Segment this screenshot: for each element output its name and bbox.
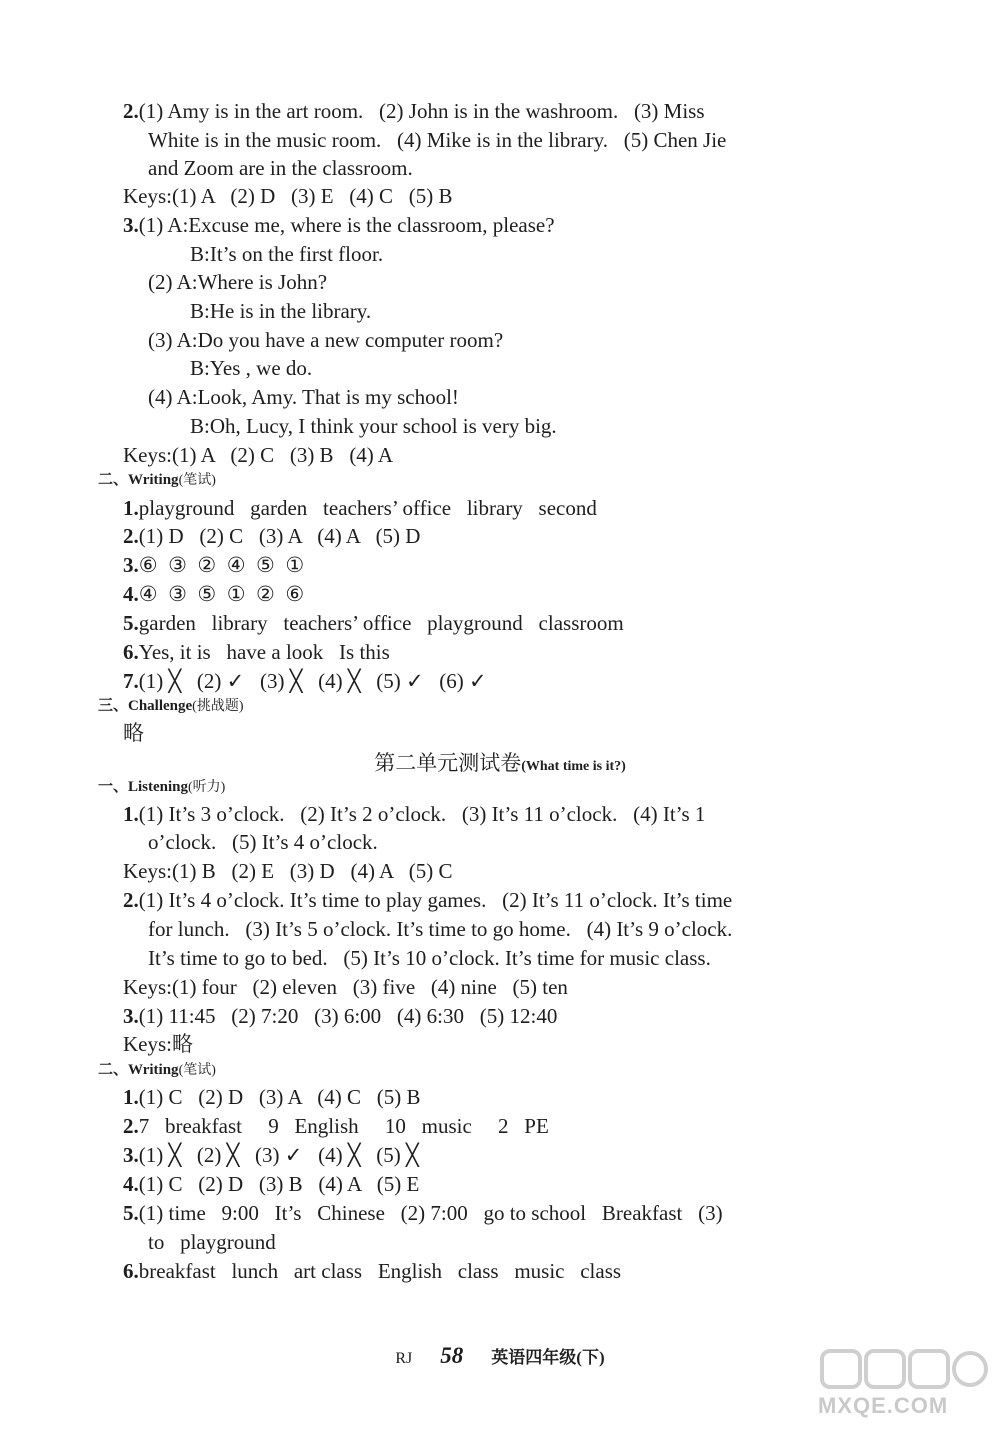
q2-line-3: and Zoom are in the classroom.	[148, 156, 413, 180]
writing1-item-5: 5.garden library teachers’ office playground classroom	[123, 611, 624, 635]
writing1-item-2: 2.(1) D (2) C (3) A (4) A (5) D	[123, 524, 421, 548]
listening-q2-keys: Keys:(1) four (2) eleven (3) five (4) nine (5) ten	[123, 975, 568, 999]
q3-dialog-2a: (2) A:Where is John?	[148, 270, 328, 294]
writing1-item-6: 6.Yes, it is have a look Is this	[123, 640, 390, 664]
q3-dialog-2b: B:He is in the library.	[190, 299, 372, 323]
unit-subtitle: (What time is it?)	[521, 759, 626, 774]
listening-q1-keys: Keys:(1) B (2) E (3) D (4) A (5) C	[123, 859, 453, 883]
q2-number: 2.	[123, 99, 139, 123]
listening-q3-keys: Keys:略	[123, 1032, 193, 1056]
writing2-item-3: 3.(1) ╳ (2) ╳ (3) ✓ (4) ╳ (5) ╳	[123, 1143, 419, 1167]
listening-q1-line-2: o’clock. (5) It’s 4 o’clock.	[148, 830, 378, 854]
challenge-heading: 三、Challenge(挑战题)	[98, 698, 244, 714]
q3-dialog-4a: (4) A:Look, Amy. That is my school!	[148, 385, 459, 409]
writing1-item-1: 1.playground garden teachers’ office library second	[123, 496, 597, 520]
listening-q3-line-1: 3.(1) 11:45 (2) 7:20 (3) 6:00 (4) 6:30 (5) 12:40	[123, 1004, 558, 1028]
listening-q2-line-3: It’s time to go to bed. (5) It’s 10 o’clock. It’s time for music class.	[148, 946, 711, 970]
writing2-item-6: 6.breakfast lunch art class English class music class	[123, 1259, 622, 1283]
listening-q2-line-1: 2.(1) It’s 4 o’clock. It’s time to play games. (2) It’s 11 o’clock. It’s time	[123, 888, 733, 912]
writing2-item-5: 5.(1) time 9:00 It’s Chinese (2) 7:00 go to school Breakfast (3)	[123, 1201, 723, 1225]
q3-dialog-3b: B:Yes , we do.	[190, 356, 313, 380]
listening-heading: 一、Listening(听力)	[98, 779, 226, 795]
book-title: 英语四年级(下)	[491, 1348, 605, 1367]
writing-heading-2: 二、Writing(笔试)	[98, 1062, 216, 1078]
writing2-item-2: 2.7 breakfast 9 English 10 music 2 PE	[123, 1114, 549, 1138]
q3-dialog-1b: B:It’s on the first floor.	[190, 242, 384, 266]
writing1-item-7: 7.(1) ╳ (2) ✓ (3) ╳ (4) ╳ (5) ✓ (6) ✓	[123, 669, 487, 693]
writing2-item-4: 4.(1) C (2) D (3) B (4) A (5) E	[123, 1172, 420, 1196]
edition-code: RJ	[395, 1350, 413, 1367]
watermark-icon	[818, 1345, 990, 1393]
challenge-answer: 略	[123, 721, 144, 745]
q2-line-2: White is in the music room. (4) Mike is in the library. (5) Chen Jie	[148, 128, 727, 152]
q3-dialog-4b: B:Oh, Lucy, I think your school is very big.	[190, 414, 557, 438]
unit-title: 第二单元测试卷(What time is it?)	[374, 751, 626, 775]
writing-heading-1: 二、Writing(笔试)	[98, 472, 216, 488]
writing1-item-4: 4.④ ③ ⑤ ① ② ⑥	[123, 582, 305, 606]
q2-line-1: 2.(1) Amy is in the art room. (2) John is in the washroom. (3) Miss	[123, 99, 705, 123]
page-number: 58	[440, 1343, 464, 1368]
writing1-item-3: 3.⑥ ③ ② ④ ⑤ ①	[123, 553, 305, 577]
watermark-logo	[818, 1345, 990, 1425]
q2-keys: Keys:(1) A (2) D (3) E (4) C (5) B	[123, 184, 453, 208]
q3-dialog-1a: 3.(1) A:Excuse me, where is the classroom, please?	[123, 213, 555, 237]
writing2-item-5-cont: to playground	[148, 1230, 276, 1254]
listening-q1-line-1: 1.(1) It’s 3 o’clock. (2) It’s 2 o’clock. (3) It’s 11 o’clock. (4) It’s 1	[123, 802, 706, 826]
writing2-item-1: 1.(1) C (2) D (3) A (4) C (5) B	[123, 1085, 421, 1109]
q3-keys: Keys:(1) A (2) C (3) B (4) A	[123, 443, 394, 467]
listening-q2-line-2: for lunch. (3) It’s 5 o’clock. It’s time to go home. (4) It’s 9 o’clock.	[148, 917, 733, 941]
q3-dialog-3a: (3) A:Do you have a new computer room?	[148, 328, 504, 352]
watermark-text: MXQE.COM	[818, 1393, 949, 1418]
